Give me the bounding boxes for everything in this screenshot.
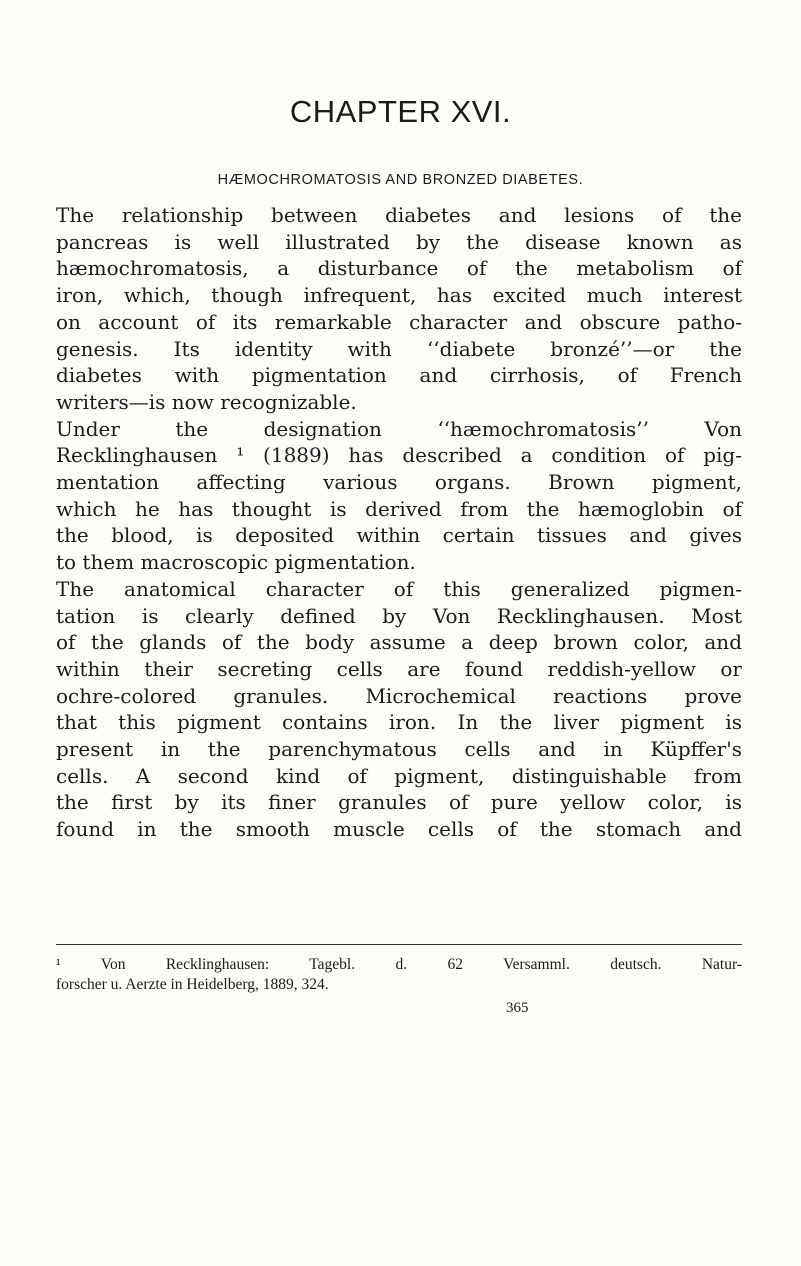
- text-line: found in the smooth muscle cells of the stomach and: [56, 817, 742, 842]
- text-line: Recklinghausen ¹ (1889) has described a condition of pig-: [56, 443, 742, 468]
- text-line: of the glands of the body assume a deep brown color, and: [56, 630, 742, 655]
- text-line: The relationship between diabetes and lesions of the: [56, 203, 742, 227]
- text-line: hæmochromatosis, a disturbance of the metabolism of: [56, 256, 742, 281]
- text-line: the first by its finer granules of pure yellow color, is: [56, 790, 742, 815]
- text-line: iron, which, though infrequent, has excited much interest: [56, 283, 742, 308]
- text-line: which he has thought is derived from the hæmoglobin of: [56, 496, 742, 521]
- text-line: on account of its remarkable character and obscure patho-: [56, 309, 742, 334]
- text-line: Under the designation ‘‘hæmochromatosis’’ Von: [56, 416, 742, 441]
- text-line: the blood, is deposited within certain tissues and gives: [56, 523, 742, 548]
- body-text: [56, 202, 742, 843]
- paragraph-3: [56, 576, 742, 843]
- paragraph-2: [56, 416, 742, 576]
- paragraph-1: [56, 202, 742, 416]
- text-line: mentation affecting various organs. Brown pigment,: [56, 470, 742, 495]
- text-line: diabetes with pigmentation and cirrhosis, of French: [56, 363, 742, 388]
- footnote-divider: [56, 944, 742, 945]
- footnote-line: forscher u. Aerzte in Heidelberg, 1889, 324.: [56, 976, 329, 993]
- text-line: within their secreting cells are found reddish-yellow or: [56, 656, 742, 681]
- page-number: 365: [506, 1000, 529, 1016]
- text-line: cells. A second kind of pigment, distinguishable from: [56, 763, 742, 788]
- text-line: tation is clearly defined by Von Recklinghausen. Most: [56, 603, 742, 628]
- footnote: [56, 955, 742, 995]
- text-line: genesis. Its identity with ‘‘diabete bronzé’’—or the: [56, 336, 742, 361]
- footnote-line: ¹ Von Recklinghausen: Tagebl. d. 62 Versamml. deutsch. Natur-: [56, 956, 742, 973]
- text-line: present in the parenchymatous cells and in Küpffer's: [56, 737, 742, 762]
- text-line: writers—is now recognizable.: [56, 389, 357, 414]
- section-title: HÆMOCHROMATOSIS AND BRONZED DIABETES.: [217, 172, 584, 188]
- text-line: to them macroscopic pigmentation.: [56, 550, 416, 575]
- text-line: that this pigment contains iron. In the liver pigment is: [56, 710, 742, 735]
- text-line: ochre-colored granules. Microchemical reactions prove: [56, 683, 742, 708]
- text-line: The anatomical character of this generalized pigmen-: [56, 576, 742, 601]
- chapter-title: CHAPTER XVI.: [289, 94, 512, 129]
- text-line: pancreas is well illustrated by the disease known as: [56, 229, 742, 254]
